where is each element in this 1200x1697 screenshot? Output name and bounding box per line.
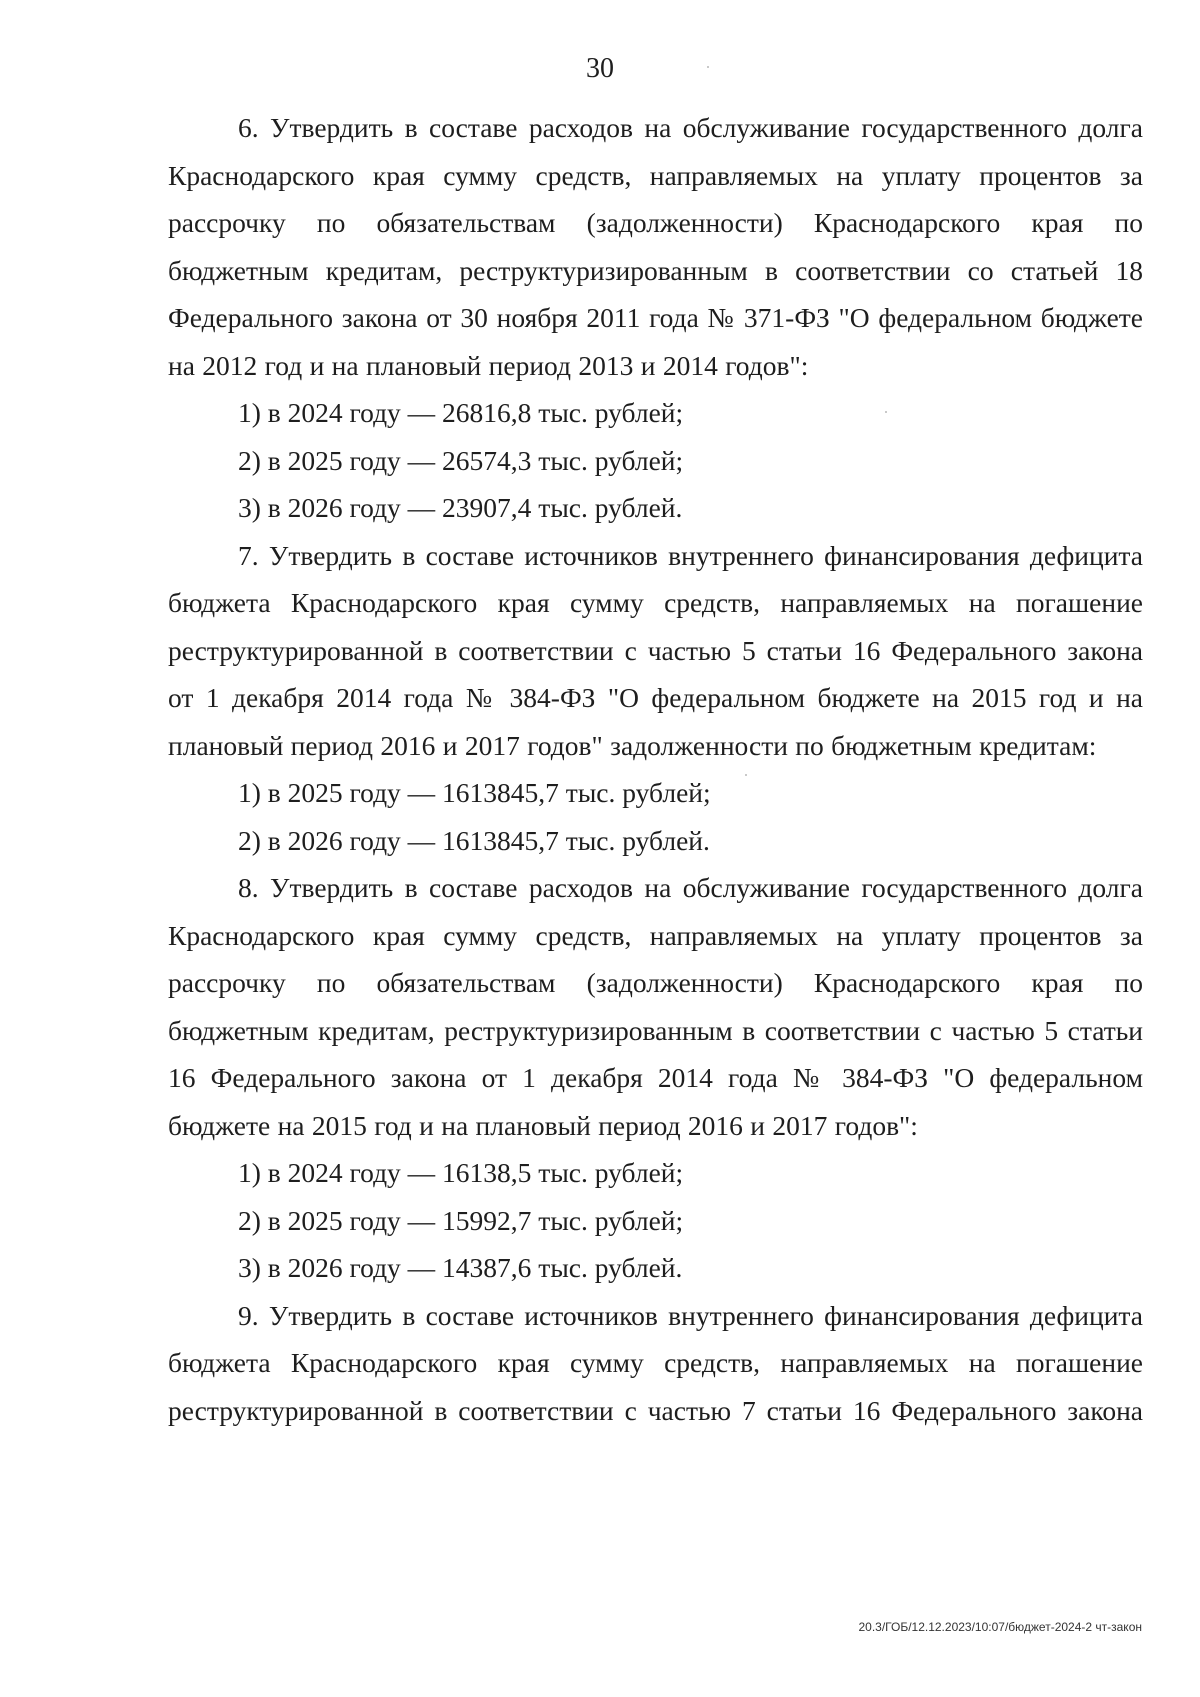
document-body — [168, 104, 1143, 1434]
scan-speck — [885, 411, 887, 413]
paragraph-7: 7. Утвердить в составе источников внутреннего финансирования дефицита бюджета Краснодарского края сумму средств, направляемых на погашение реструктурированной в соответствии с частью 5 статьи 16 Федерального закона от 1 декабря 2014 года № 384-ФЗ "О федеральном бюджете на 2015 год и на плановый период 2016 и 2017 годов" задолженности по бюджетным кредитам: — [168, 539, 1143, 761]
document-footer-stamp: 20.3/ГОБ/12.12.2023/10:07/бюджет-2024-2 чт-закон — [858, 1620, 1142, 1634]
paragraph-8: 8. Утвердить в составе расходов на обслуживание государственного долга Краснодарского края сумму средств, направляемых на уплату процентов за рассрочку по обязательствам (задолженности) Краснодарского края по бюджетным кредитам, реструктуризированным в соответствии с частью 5 статьи 16 Федерального закона от 1 декабря 2014 года № 384-ФЗ "О федеральном бюджете на 2015 год и на плановый период 2016 и 2017 годов": — [168, 872, 1143, 1141]
list-item: 1) в 2025 году — 1613845,7 тыс. рублей; — [238, 777, 711, 808]
list-item: 3) в 2026 году — 23907,4 тыс. рублей. — [238, 492, 683, 523]
list-item: 2) в 2026 году — 1613845,7 тыс. рублей. — [238, 824, 710, 856]
list-item: 3) в 2026 году — 14387,6 тыс. рублей. — [238, 1252, 683, 1283]
list-item: 2) в 2025 году — 15992,7 тыс. рублей; — [238, 1204, 684, 1236]
list-item: 1) в 2024 году — 26816,8 тыс. рублей; — [238, 397, 684, 428]
page-number: 30 — [586, 53, 614, 84]
scan-speck — [745, 774, 747, 776]
list-item: 2) в 2025 году — 26574,3 тыс. рублей; — [238, 444, 684, 476]
paragraph-9: 9. Утвердить в составе источников внутреннего финансирования дефицита бюджета Краснодарского края сумму средств, направляемых на погашение реструктурированной в соответствии с частью 7 статьи 16 Федерального закона — [168, 1299, 1143, 1426]
paragraph-6: 6. Утвердить в составе расходов на обслуживание государственного долга Краснодарского края сумму средств, направляемых на уплату процентов за рассрочку по обязательствам (задолженности) Краснодарского края по бюджетным кредитам, реструктуризированным в соответствии со статьей 18 Федерального закона от 30 ноября 2011 года № 371-ФЗ "О федеральном бюджете на 2012 год и на плановый период 2013 и 2014 годов": — [168, 112, 1143, 381]
scan-speck — [707, 66, 709, 68]
list-item: 1) в 2024 году — 16138,5 тыс. рублей; — [238, 1157, 684, 1188]
